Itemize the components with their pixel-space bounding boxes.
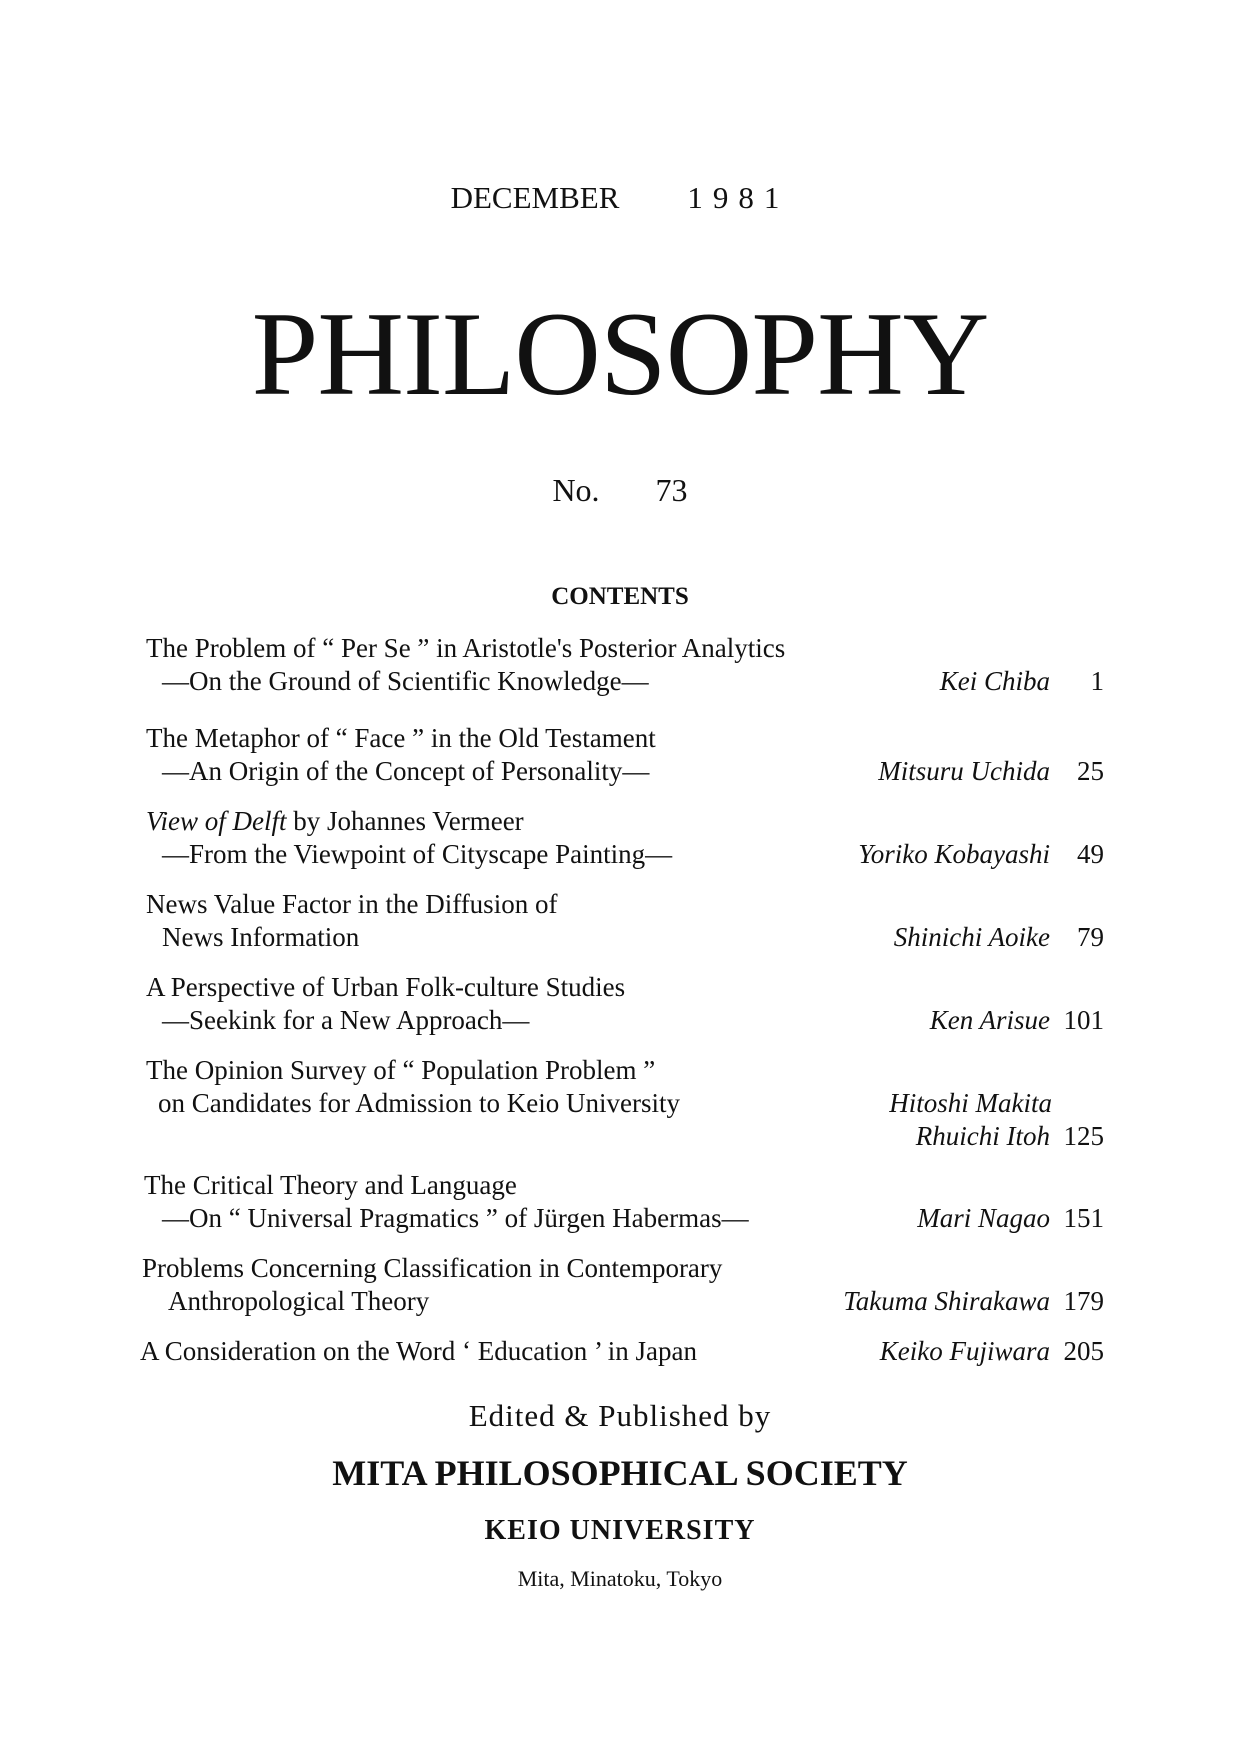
issue-number-line	[0, 472, 1240, 509]
toc-title-italic: View of Delft	[146, 806, 287, 836]
toc-title: Problems Concerning Classification in Contemporary	[142, 1253, 723, 1283]
contents-heading: CONTENTS	[551, 583, 689, 610]
toc-page-number: 125	[1063, 1121, 1104, 1151]
toc-page-number: 205	[1063, 1336, 1104, 1366]
toc-title: News Value Factor in the Diffusion of	[146, 889, 558, 919]
edited-published-by: Edited & Published by	[468, 1398, 772, 1433]
toc-author: Mitsuru Uchida	[878, 756, 1050, 786]
journal-title: PHILOSOPHY	[251, 287, 989, 420]
toc-title-rest: by Johannes Vermeer	[286, 806, 524, 836]
toc-author: Shinichi Aoike	[893, 922, 1050, 952]
toc-subtitle: —Seekink for a New Approach—	[162, 1005, 530, 1035]
toc-author-second: Rhuichi Itoh	[915, 1121, 1050, 1151]
publisher-location: Mita, Minatoku, Tokyo	[517, 1566, 723, 1591]
toc-page-number: 151	[1063, 1203, 1104, 1233]
dateline	[0, 180, 1240, 216]
toc-title: The Opinion Survey of “ Population Problem ”	[146, 1055, 656, 1085]
toc-page-number: 25	[1077, 756, 1104, 786]
toc-title: The Metaphor of “ Face ” in the Old Testament	[146, 723, 656, 753]
publisher-university: KEIO UNIVERSITY	[484, 1515, 756, 1546]
toc-title: A Perspective of Urban Folk-culture Studies	[146, 972, 626, 1002]
toc-author: Kei Chiba	[939, 666, 1050, 696]
toc-author: Yoriko Kobayashi	[858, 839, 1050, 869]
toc-subtitle: Anthropological Theory	[168, 1286, 430, 1316]
issue-month: DECEMBER	[450, 180, 620, 215]
issue-label: No.	[552, 472, 600, 508]
toc-subtitle: on Candidates for Admission to Keio University	[158, 1088, 680, 1118]
toc-subtitle: —On “ Universal Pragmatics ” of Jürgen Habermas—	[162, 1203, 749, 1233]
toc-author: Mari Nagao	[917, 1203, 1050, 1233]
toc-author: Takuma Shirakawa	[843, 1286, 1050, 1316]
toc-title: A Consideration on the Word ‘ Education ’ in Japan	[140, 1336, 697, 1366]
issue-number: 73	[655, 472, 688, 508]
toc-page-number: 49	[1077, 839, 1104, 869]
toc-title: The Critical Theory and Language	[144, 1170, 517, 1200]
toc-author: Keiko Fujiwara	[879, 1336, 1050, 1366]
toc-subtitle: —On the Ground of Scientific Knowledge—	[162, 666, 649, 696]
toc-page-number: 1	[1090, 666, 1104, 696]
issue-year: 1981	[687, 180, 790, 215]
toc-subtitle: —From the Viewpoint of Cityscape Painting—	[162, 839, 673, 869]
toc-page-number: 101	[1063, 1005, 1104, 1035]
toc-title: The Problem of “ Per Se ” in Aristotle's Posterior Analytics	[146, 633, 786, 663]
toc-page-number: 79	[1077, 922, 1104, 952]
toc-page-number: 179	[1063, 1286, 1104, 1316]
toc-author: Hitoshi Makita	[889, 1088, 1052, 1118]
publisher-society: MITA PHILOSOPHICAL SOCIETY	[332, 1453, 908, 1493]
toc-subtitle: —An Origin of the Concept of Personality—	[162, 756, 650, 786]
toc-title	[146, 805, 524, 838]
toc-author: Ken Arisue	[929, 1005, 1050, 1035]
toc-subtitle: News Information	[162, 922, 360, 952]
